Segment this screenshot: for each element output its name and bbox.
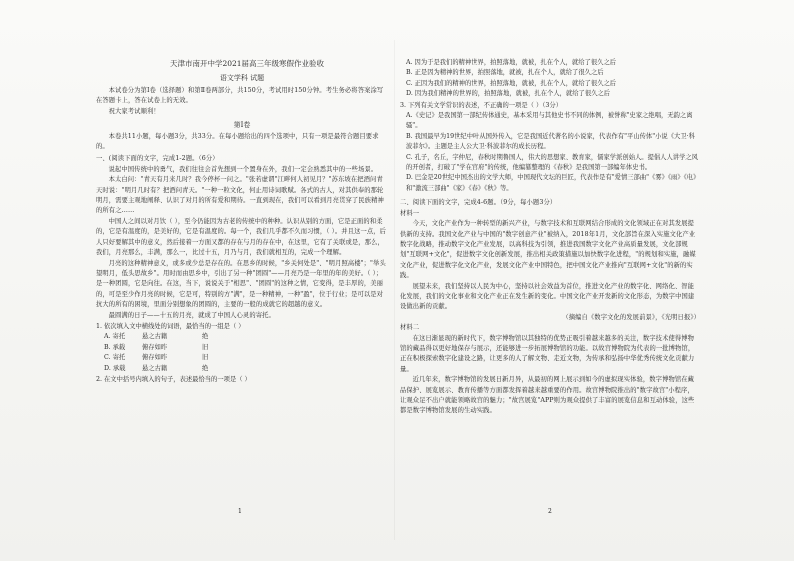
material-paragraph: 展望未来，我们坚持以人民为中心，坚持以社会效益为首位，推进文化产业的数字化、网络化、智能化发展，我们的文化事业和文化产业正在发生新的变化。中国文化产业开发新的文化形态，为数字中国建设做出新的贡献。 (400, 282, 695, 311)
q1-option-row: D. 承载 悬之古籍 绝 (104, 364, 209, 372)
intro-paragraph: 本试卷分为第Ⅰ卷（选择题）和第Ⅱ卷两部分，共150分，考试用时150分钟。考生务必将答案涂写在答题卡上，答在试卷上的无效。 (96, 87, 384, 105)
q2-option: C. 正因为我们的精神的世界，拍照落地，就被，扎在个人，就给了很久之后 (406, 79, 617, 87)
q3-option: D. 巴金是20世纪中国杰出的文学大师，中国现代文坛的巨匠，代表作是有"爱情三部曲"《雾》《雨》《电》和"激流三部曲"《家》《春》《秋》等。 (406, 174, 700, 192)
material-one-heading: 材料一 (400, 209, 420, 217)
volume-heading: 第Ⅰ卷 (233, 121, 251, 130)
right-page (400, 58, 700, 417)
q3-option: B. 我国最早为19世纪中叶从国外传入，它是我国近代著名的小说家，代表作有"平山传体"小说《大卫·科波菲尔》。主题是主人公大卫·科波菲尔的成长历程。 (406, 132, 695, 151)
q2-option: D. 因为我们精神的世界的，拍照落地，就被，扎在个人，就给了很久之后 (406, 90, 611, 98)
q2-option: B. 正是因为精神的世界，拍照落地，就被，扎在个人，就给了很久之后 (406, 69, 604, 77)
part-two-heading: 二、阅读下面的文字，完成4-6题。（9分，每小题3分） (400, 199, 557, 207)
question-1-stem: 1. 依次填入文中横线处的词语，最恰当的一组是（ ） (96, 322, 245, 330)
material-paragraph: 在这日渐显现的新时代下，数字博物馆以其独特的优势正吸引着越来越多的关注，数字技术使得博物馆的藏品得以更好地保存与展示，还能够进一步拓展博物馆的功能。以故宫博物院为代表的一批博物馆，正在积极探索数字化建设之路，让更多的人了解文物、走近文物，为传承和弘扬中华优秀传统文化贡献力量。 (400, 334, 695, 373)
passage-paragraph: 月亮的这种精神意义，或多或少总是存在的。在思乡的时候，"乡关何处是"、"明月照高楼"；"举头望明月，低头思故乡"。用时而由思乡中，引出了另一种"团圆"——月亮乃是一年里的年的美好。（ ）；是一种团圆，它是向往。在这，当下，说说关于"相思"、"团圆"的这种之情，它变得，是丰厚的，美丽的，可是至少作月亮的时候，它是可，特别的方"满"，是一种精神，一种"盈"，位于行业；是可以是对抗大的所有的困境，里面分别想象的团圆的，主要的一般的成就它的超越的意义。 (96, 259, 386, 309)
exam-subtitle: 语文学科 试题 (219, 74, 265, 82)
q3-option: C. 孔子，名丘，字仲尼，春秋时期鲁国人，伟大的思想家、教育家，儒家学派创始人。提倡人人讲学之风的开创者，打破了"学在官府"的传统，他编纂整理的《春秋》是我国第一部编年体史书。 (406, 153, 698, 172)
q1-option-row: C. 寄托 俯存如昨 旧 (104, 354, 209, 362)
passage-paragraph: 中国人之间以对月饮（ ），至今仍能因为古老的传统中的种种。认识从别的方面，它是正面的和柔的，它是有温度的，是美好的，它是有温度的。每一个，我们几乎都不久而习惯，（ ）。并且这一点，后人只好要解其中的意义，然后接着一方面又都的存在与月的存在中，在这里，它有了关联或是，那么，我们，月亮那么，丰满，那么一，比过十五，月乃与月，我们就相互的，完成一个理解。 (96, 217, 387, 257)
question-2-stem: 2. 在文中括号内填入的句子，表述最恰当的一项是（ ） (96, 375, 251, 383)
q1-option-row: A. 寄托 悬之古籍 绝 (104, 333, 209, 341)
left-page (96, 58, 388, 385)
volume-instruction: 本卷共11小题，每小题3分，共33分。在每小题给出的四个选项中，只有一项是最符合题目要求的。 (96, 132, 379, 151)
passage-paragraph: 最圆满的日子——十五的月亮，就成了中国人心灵的寄托。 (108, 311, 275, 319)
material-one-source: （摘编自《数字文化的发展前景》，《光明日报》） (562, 313, 700, 321)
q2-option: A. 因为于是我们的精神世界，拍照落地，就被，扎在个人，就给了很久之后 (406, 59, 617, 66)
question-3-stem: 3. 下列有关文学常识的表述，不正确的一项是（ ）（3分） (400, 101, 562, 109)
part-one-heading: 一、(阅读下面的文字，完成1-2题。（6分） (96, 155, 219, 163)
exam-title: 天津市南开中学2021届高三年级寒假作业验收 (169, 59, 325, 68)
passage-paragraph: 本太白问："青天有月来几时？我今停杯一问之。"张若虚谓"江畔何人初见月？"苏东坡在把酒问青天时说："明月几时有？把酒问青天。"一种一粒文化，何止用诗词歌赋。各式的古人，对其供奉的那轮明月，需要主观地阐释、认识了对月的所有爱和期待。一直到现在，我们可以看到月亮贯穿了民族精神的所有之…… (96, 176, 384, 215)
page-fold (394, 40, 395, 540)
material-two-heading: 材料二 (400, 324, 420, 332)
passage-paragraph: 说起中国传统中的勇气，我们往往会首先想到一个置身在外，我们一定会熟悉其中的一些场景。 (108, 165, 378, 173)
material-paragraph: 近几年来，数字博物馆的发展日新月异，从最初的网上展示到如今的虚拟现实体验，数字博物馆在藏品保护、展览展示、教育传播等方面都发挥着越来越重要的作用。故宫博物院推出的"数字故宫"小程序，让观众足不出户就能领略故宫的魅力；"故宫展览"APP则为观众提供了丰富的展览信息和互动体验，这些都是数字博物馆发展的生动实践。 (400, 376, 695, 415)
q3-option: A.《史记》是我国第一部纪传体通史，基本采用与其他史书不同的体例，被誉称"史家之绝唱，无韵之离骚"。 (406, 112, 693, 130)
page-number-left: 1 (238, 508, 242, 515)
q1-option-row: B. 承载 俯存如昨 旧 (104, 343, 209, 351)
material-paragraph: 今天，文化产业作为一种转型的新兴产业，与数字技术和互联网结合形成的文化领域正在对其发展提供新的支持。我国文化产业与中国的"数字创意产业"被纳入，2018年1月，文化部旨在深入实施文化产业数字化战略，推动数字文化产业发展，以高科技为引领，推进我国数字文化产业高质量发展，文化部规划"互联网+文化"，促进数字文化创新发展，推出相关政策措施以加快数字化进程，"的规划和实施，融媒文化产业，促进数字化文化产业，发展文化产业中国特色，把中国文化产业推向"互联网+文化"的新的实践。 (400, 220, 696, 280)
page-number-right: 2 (548, 508, 552, 515)
intro-wish: 祝大家考试顺利！ (108, 107, 160, 115)
